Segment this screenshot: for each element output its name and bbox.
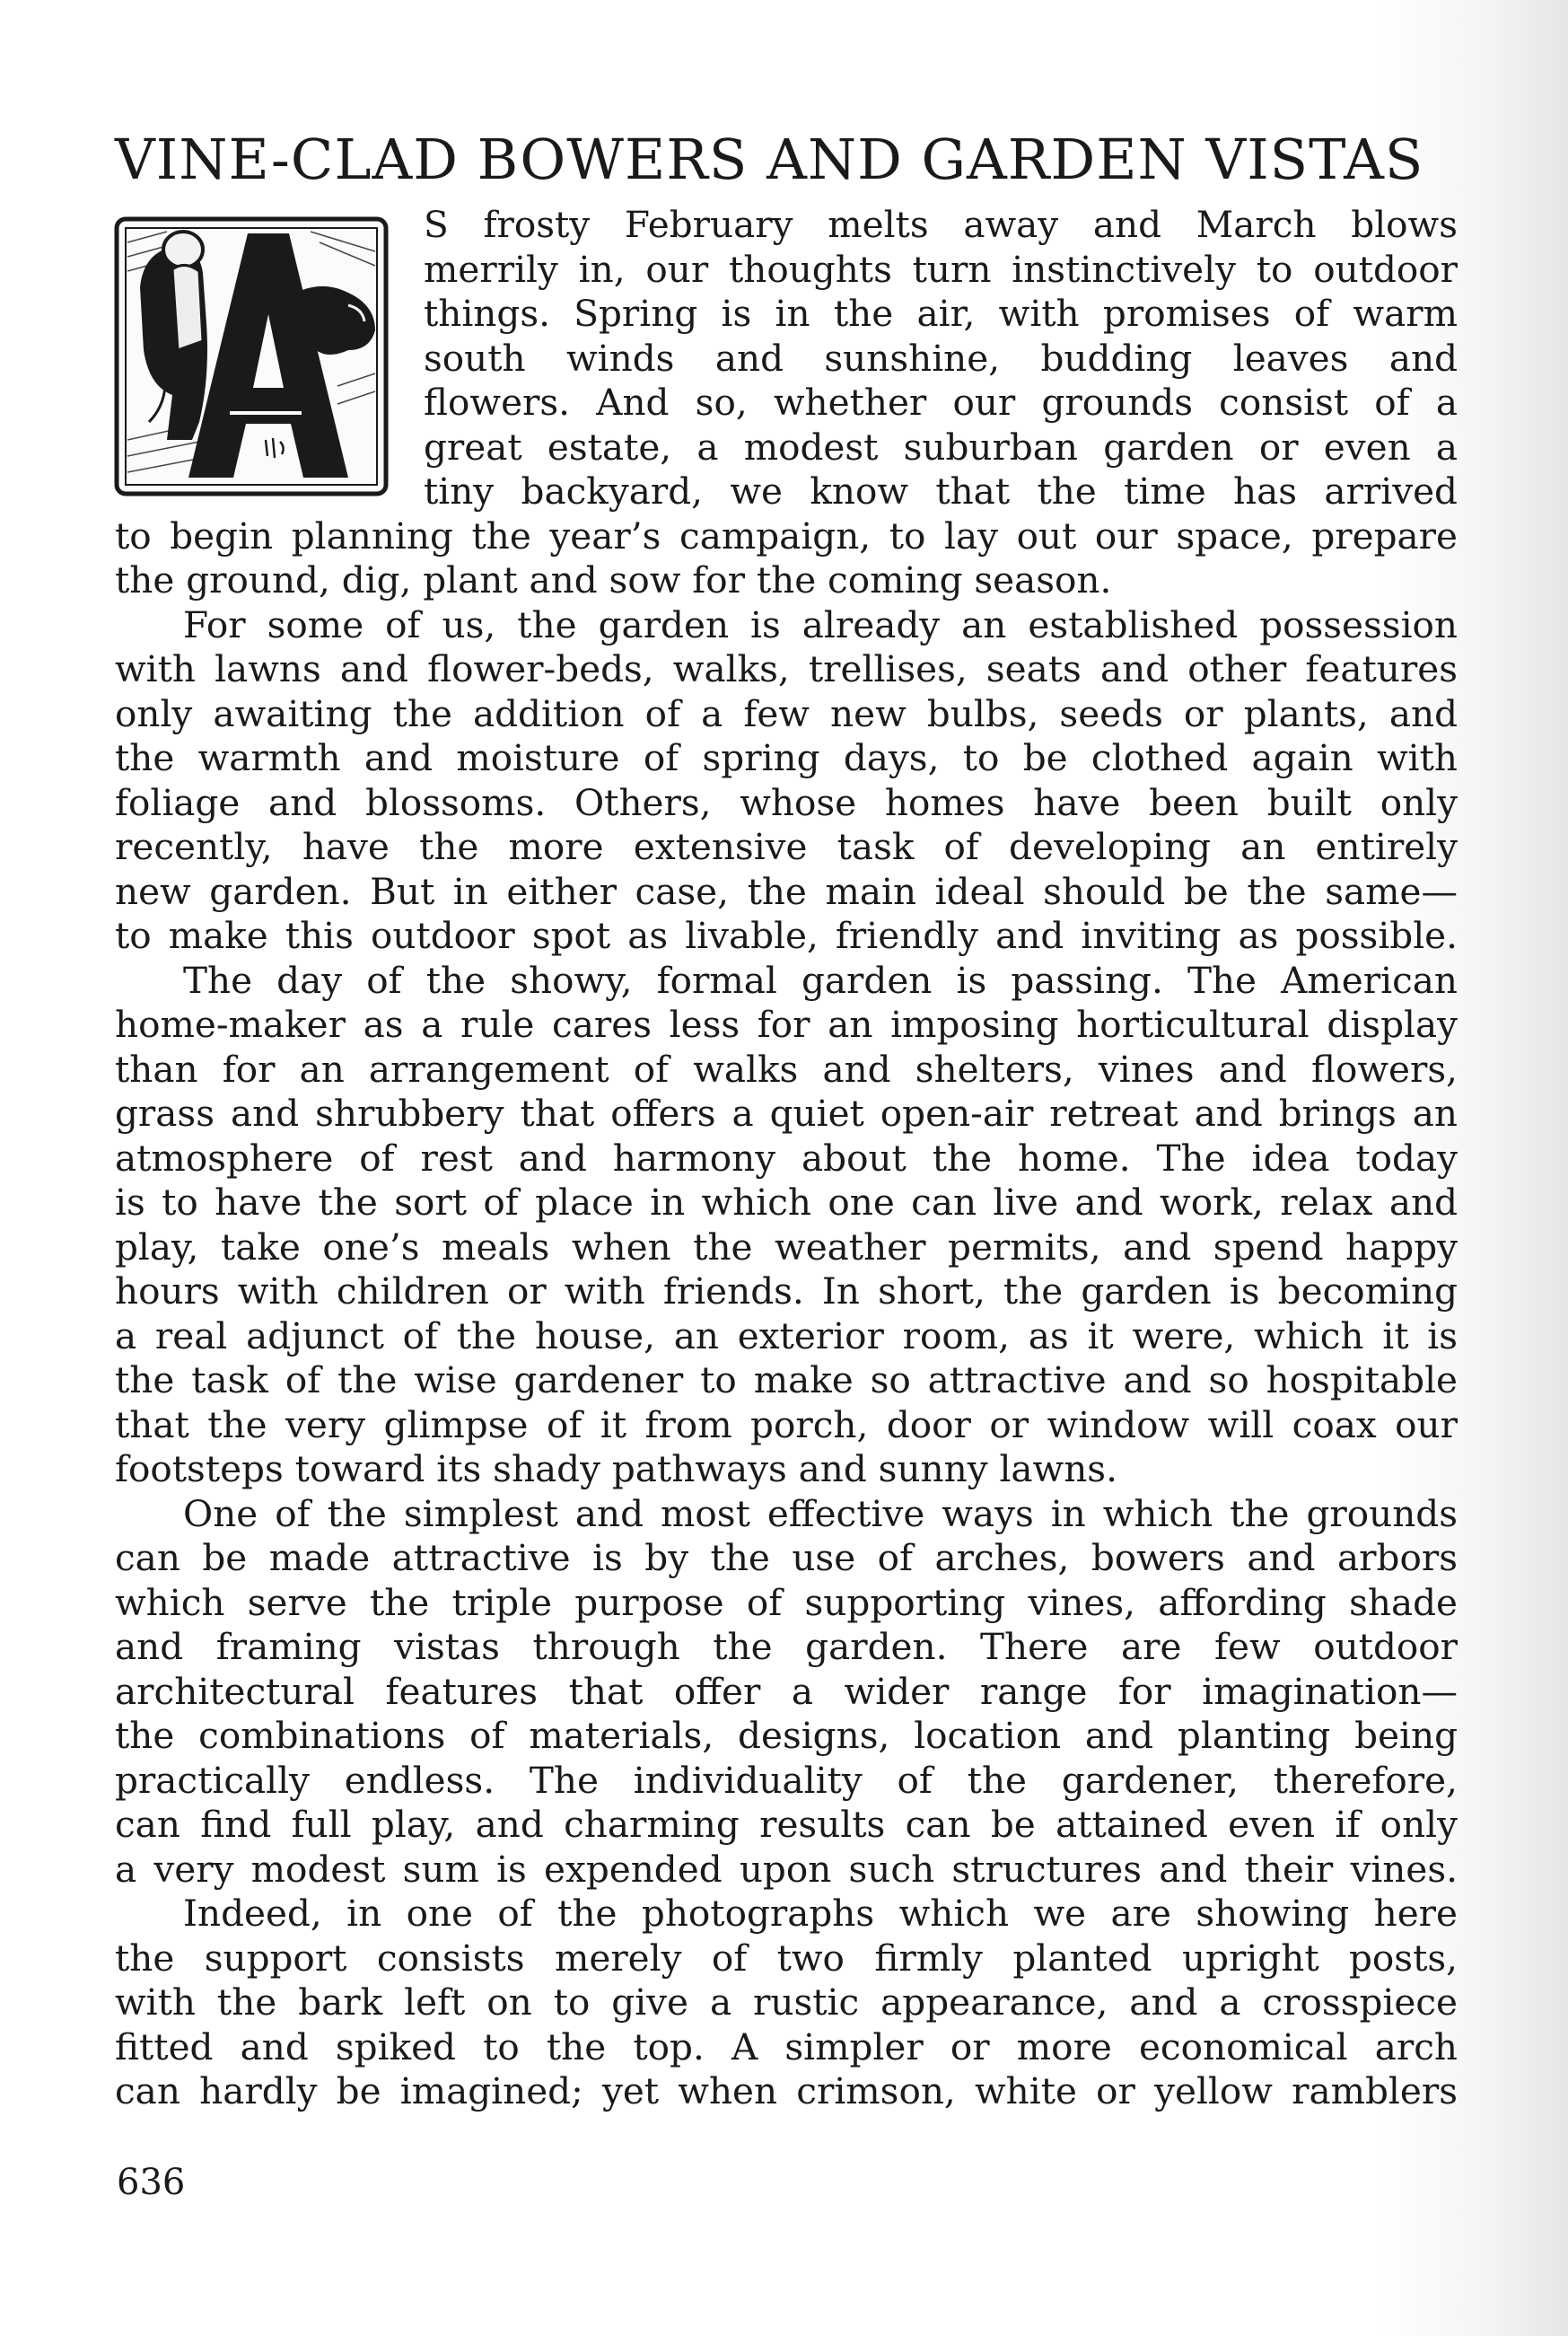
text-line: fitted and spiked to the top. A simpler or more economical arch [115, 2024, 1458, 2068]
text-line: with lawns and flower-beds, walks, trellises, seats and other features [115, 647, 1458, 690]
text-line: great estate, a modest suburban garden or even a [424, 425, 1458, 469]
text-line: merrily in, our thoughts turn instinctively to outdoor [424, 247, 1458, 291]
text-line: which serve the triple purpose of supporting vines, affording shade [115, 1580, 1458, 1624]
text-line: For some of us, the garden is already an established possession [183, 602, 1458, 646]
text-line: things. Spring is in the air, with promises of warm [424, 292, 1458, 335]
text-line: the warmth and moisture of spring days, to be clothed again with [115, 736, 1458, 779]
text-line: footsteps toward its shady pathways and sunny lawns. [115, 1447, 1117, 1490]
text-line: the support consists merely of two firmly planted upright posts, [115, 1936, 1458, 1980]
text-line: practically endless. The individuality of the gardener, therefore, [115, 1758, 1458, 1802]
text-line: a very modest sum is expended upon such structures and their vines. [115, 1847, 1458, 1891]
text-line: foliage and blossoms. Others, whose homes have been built only [115, 780, 1458, 824]
text-line: home-maker as a rule cares less for an imposing horticultural display [115, 1003, 1458, 1046]
text-line: the combinations of materials, designs, location and planting being [115, 1714, 1458, 1757]
text-line: that the very glimpse of it from porch, door or window will coax our [115, 1402, 1458, 1446]
text-line: recently, have the more extensive task of developing an entirely [115, 825, 1458, 868]
text-line: a real adjunct of the house, an exterior room, as it were, which it is [115, 1313, 1458, 1357]
text-line: architectural features that offer a wider range for imagination— [115, 1669, 1458, 1713]
text-line: only awaiting the addition of a few new bulbs, seeds or plants, and [115, 691, 1458, 735]
text-line: The day of the showy, formal garden is passing. The American [183, 958, 1458, 1002]
text-line: grass and shrubbery that offers a quiet open-air retreat and brings an [115, 1092, 1458, 1135]
text-line: with the bark left on to give a rustic appearance, and a crosspiece [115, 1980, 1458, 2024]
text-line: One of the simplest and most effective ways in which the grounds [183, 1491, 1458, 1535]
text-line: S frosty February melts away and March blows [424, 203, 1458, 246]
text-line: is to have the sort of place in which one can live and work, relax and [115, 1181, 1458, 1224]
text-line: than for an arrangement of walks and shelters, vines and flowers, [115, 1047, 1458, 1091]
article-body [115, 203, 1458, 2114]
text-line: flowers. And so, whether our grounds consist of a [424, 381, 1458, 424]
text-line: can be made attractive is by the use of arches, bowers and arbors [115, 1536, 1458, 1579]
text-line: hours with children or with friends. In short, the garden is becoming [115, 1269, 1458, 1313]
text-line: new garden. But in either case, the main ideal should be the same— [115, 869, 1458, 913]
text-line: the task of the wise gardener to make so attractive and so hospitable [115, 1358, 1458, 1401]
page-number: 636 [117, 2162, 186, 2203]
text-line: to make this outdoor spot as livable, friendly and inviting as possible. [115, 914, 1458, 957]
text-line: atmosphere of rest and harmony about the home. The idea today [115, 1136, 1458, 1180]
text-line: south winds and sunshine, budding leaves and [424, 336, 1458, 380]
text-line: play, take one’s meals when the weather permits, and spend happy [115, 1225, 1458, 1269]
text-line: can hardly be imagined; yet when crimson, white or yellow ramblers [115, 2069, 1458, 2112]
text-line: to begin planning the year’s campaign, to lay out our space, prepare [115, 514, 1458, 558]
text-line: can find full play, and charming results can be attained even if only [115, 1803, 1458, 1846]
text-line: the ground, dig, plant and sow for the coming season. [115, 558, 1112, 602]
text-line: Indeed, in one of the photographs which we are showing here [183, 1892, 1458, 1935]
text-line: tiny backyard, we know that the time has arrived [424, 470, 1458, 513]
article-title: VINE-CLAD BOWERS AND GARDEN VISTAS [115, 127, 1424, 192]
text-line: and framing vistas through the garden. There are few outdoor [115, 1625, 1458, 1668]
